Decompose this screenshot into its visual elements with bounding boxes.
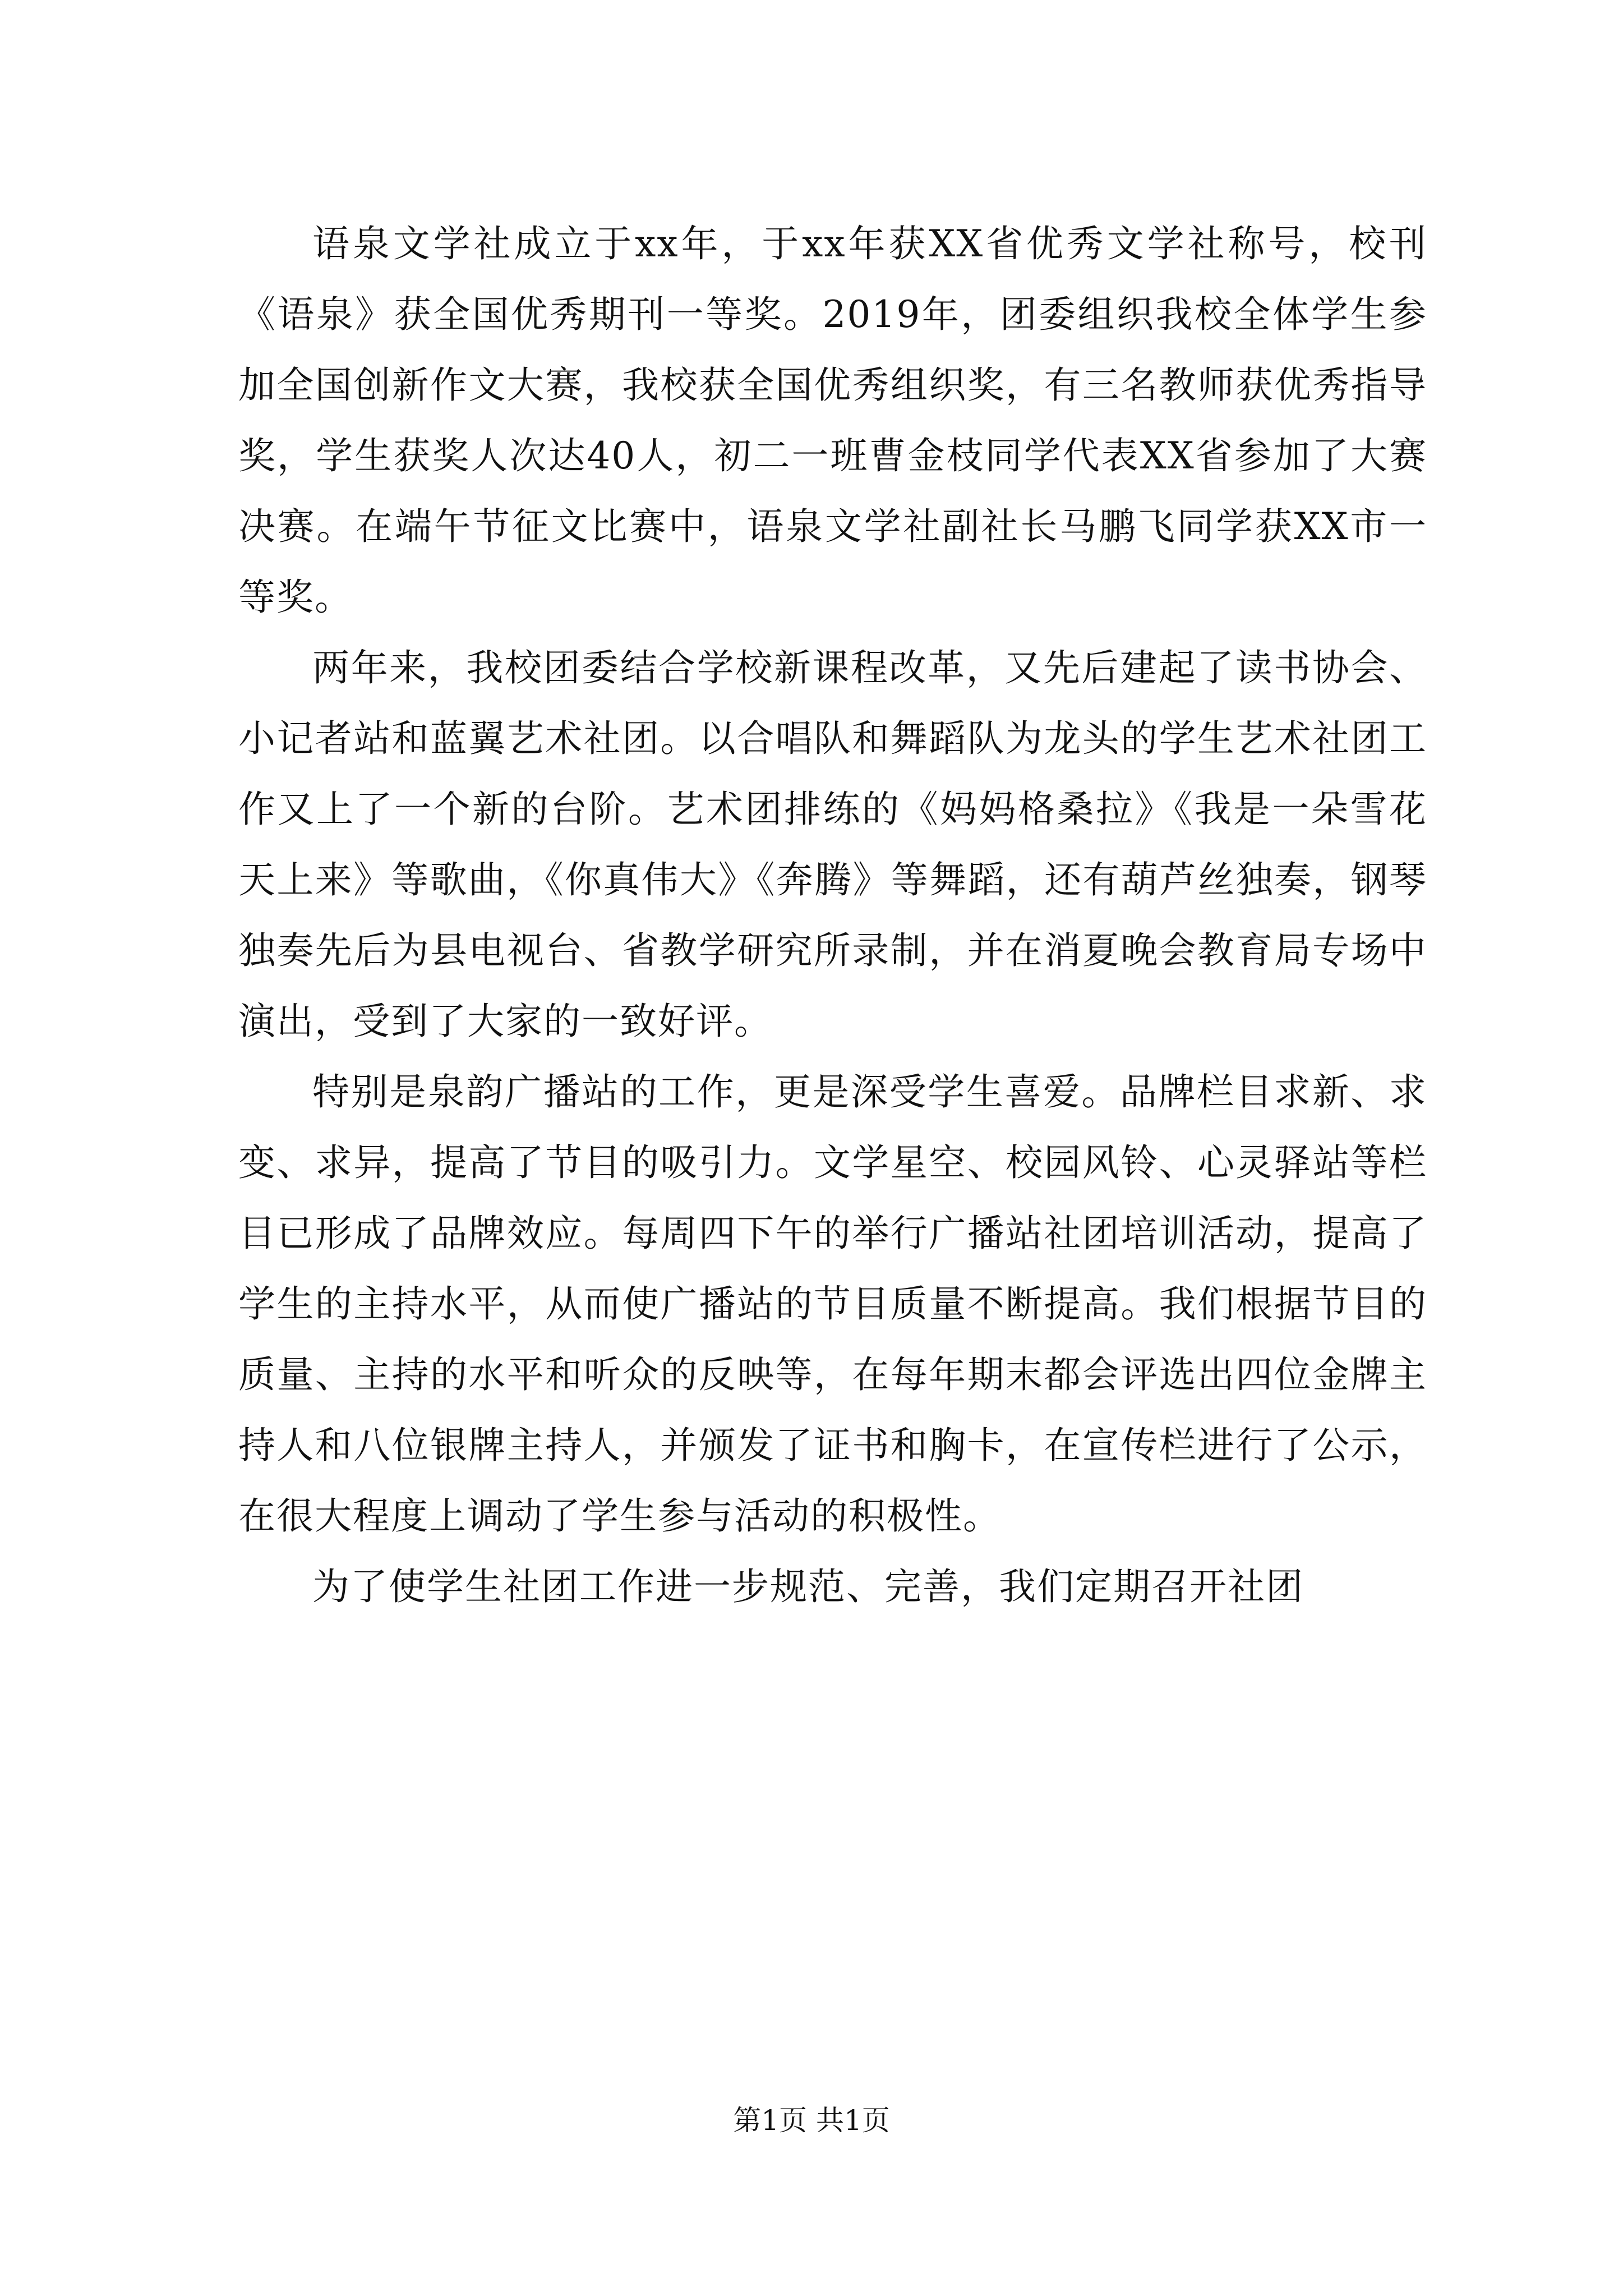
document-body (238, 209, 1427, 1622)
paragraph-broadcast-station: 特别是泉韵广播站的工作，更是深受学生喜爱。品牌栏目求新、求变、求异，提高了节目的吸引力。文学星空、校园风铃、心灵驿站等栏目已形成了品牌效应。每周四下午的举行广播站社团培训活动，提高了学生的主持水平，从而使广播站的节目质量不断提高。我们根据节目的质量、主持的水平和听众的反映等，在每年期末都会评选出四位金牌主持人和八位银牌主持人，并颁发了证书和胸卡，在宣传栏进行了公示，在很大程度上调动了学生参与活动的积极性。 (238, 1070, 1427, 1538)
paragraph-club-management: 为了使学生社团工作进一步规范、完善，我们定期召开社团 (312, 1565, 1304, 1608)
page-footer: 第1页 共1页 (733, 2104, 890, 2137)
paragraph-art-groups: 两年来，我校团委结合学校新课程改革，又先后建起了读书协会、小记者站和蓝翼艺术社团。以合唱队和舞蹈队为龙头的学生艺术社团工作又上了一个新的台阶。艺术团排练的《妈妈格桑拉》《我是一朵雪花天上来》等歌曲，《你真伟大》《奔腾》等舞蹈，还有葫芦丝独奏，钢琴独奏先后为县电视台、省教学研究所录制，并在消夏晚会教育局专场中演出，受到了大家的一致好评。 (238, 646, 1427, 1043)
paragraph-literary-society: 语泉文学社成立于xx年，于xx年获XX省优秀文学社称号，校刊《语泉》获全国优秀期刊一等奖。2019年，团委组织我校全体学生参加全国创新作文大赛，我校获全国优秀组织奖，有三名教师获优秀指导奖，学生获奖人次达40人，初二一班曹金枝同学代表XX省参加了大赛决赛。在端午节征文比赛中，语泉文学社副社长马鹏飞同学获XX市一等奖。 (238, 222, 1427, 619)
